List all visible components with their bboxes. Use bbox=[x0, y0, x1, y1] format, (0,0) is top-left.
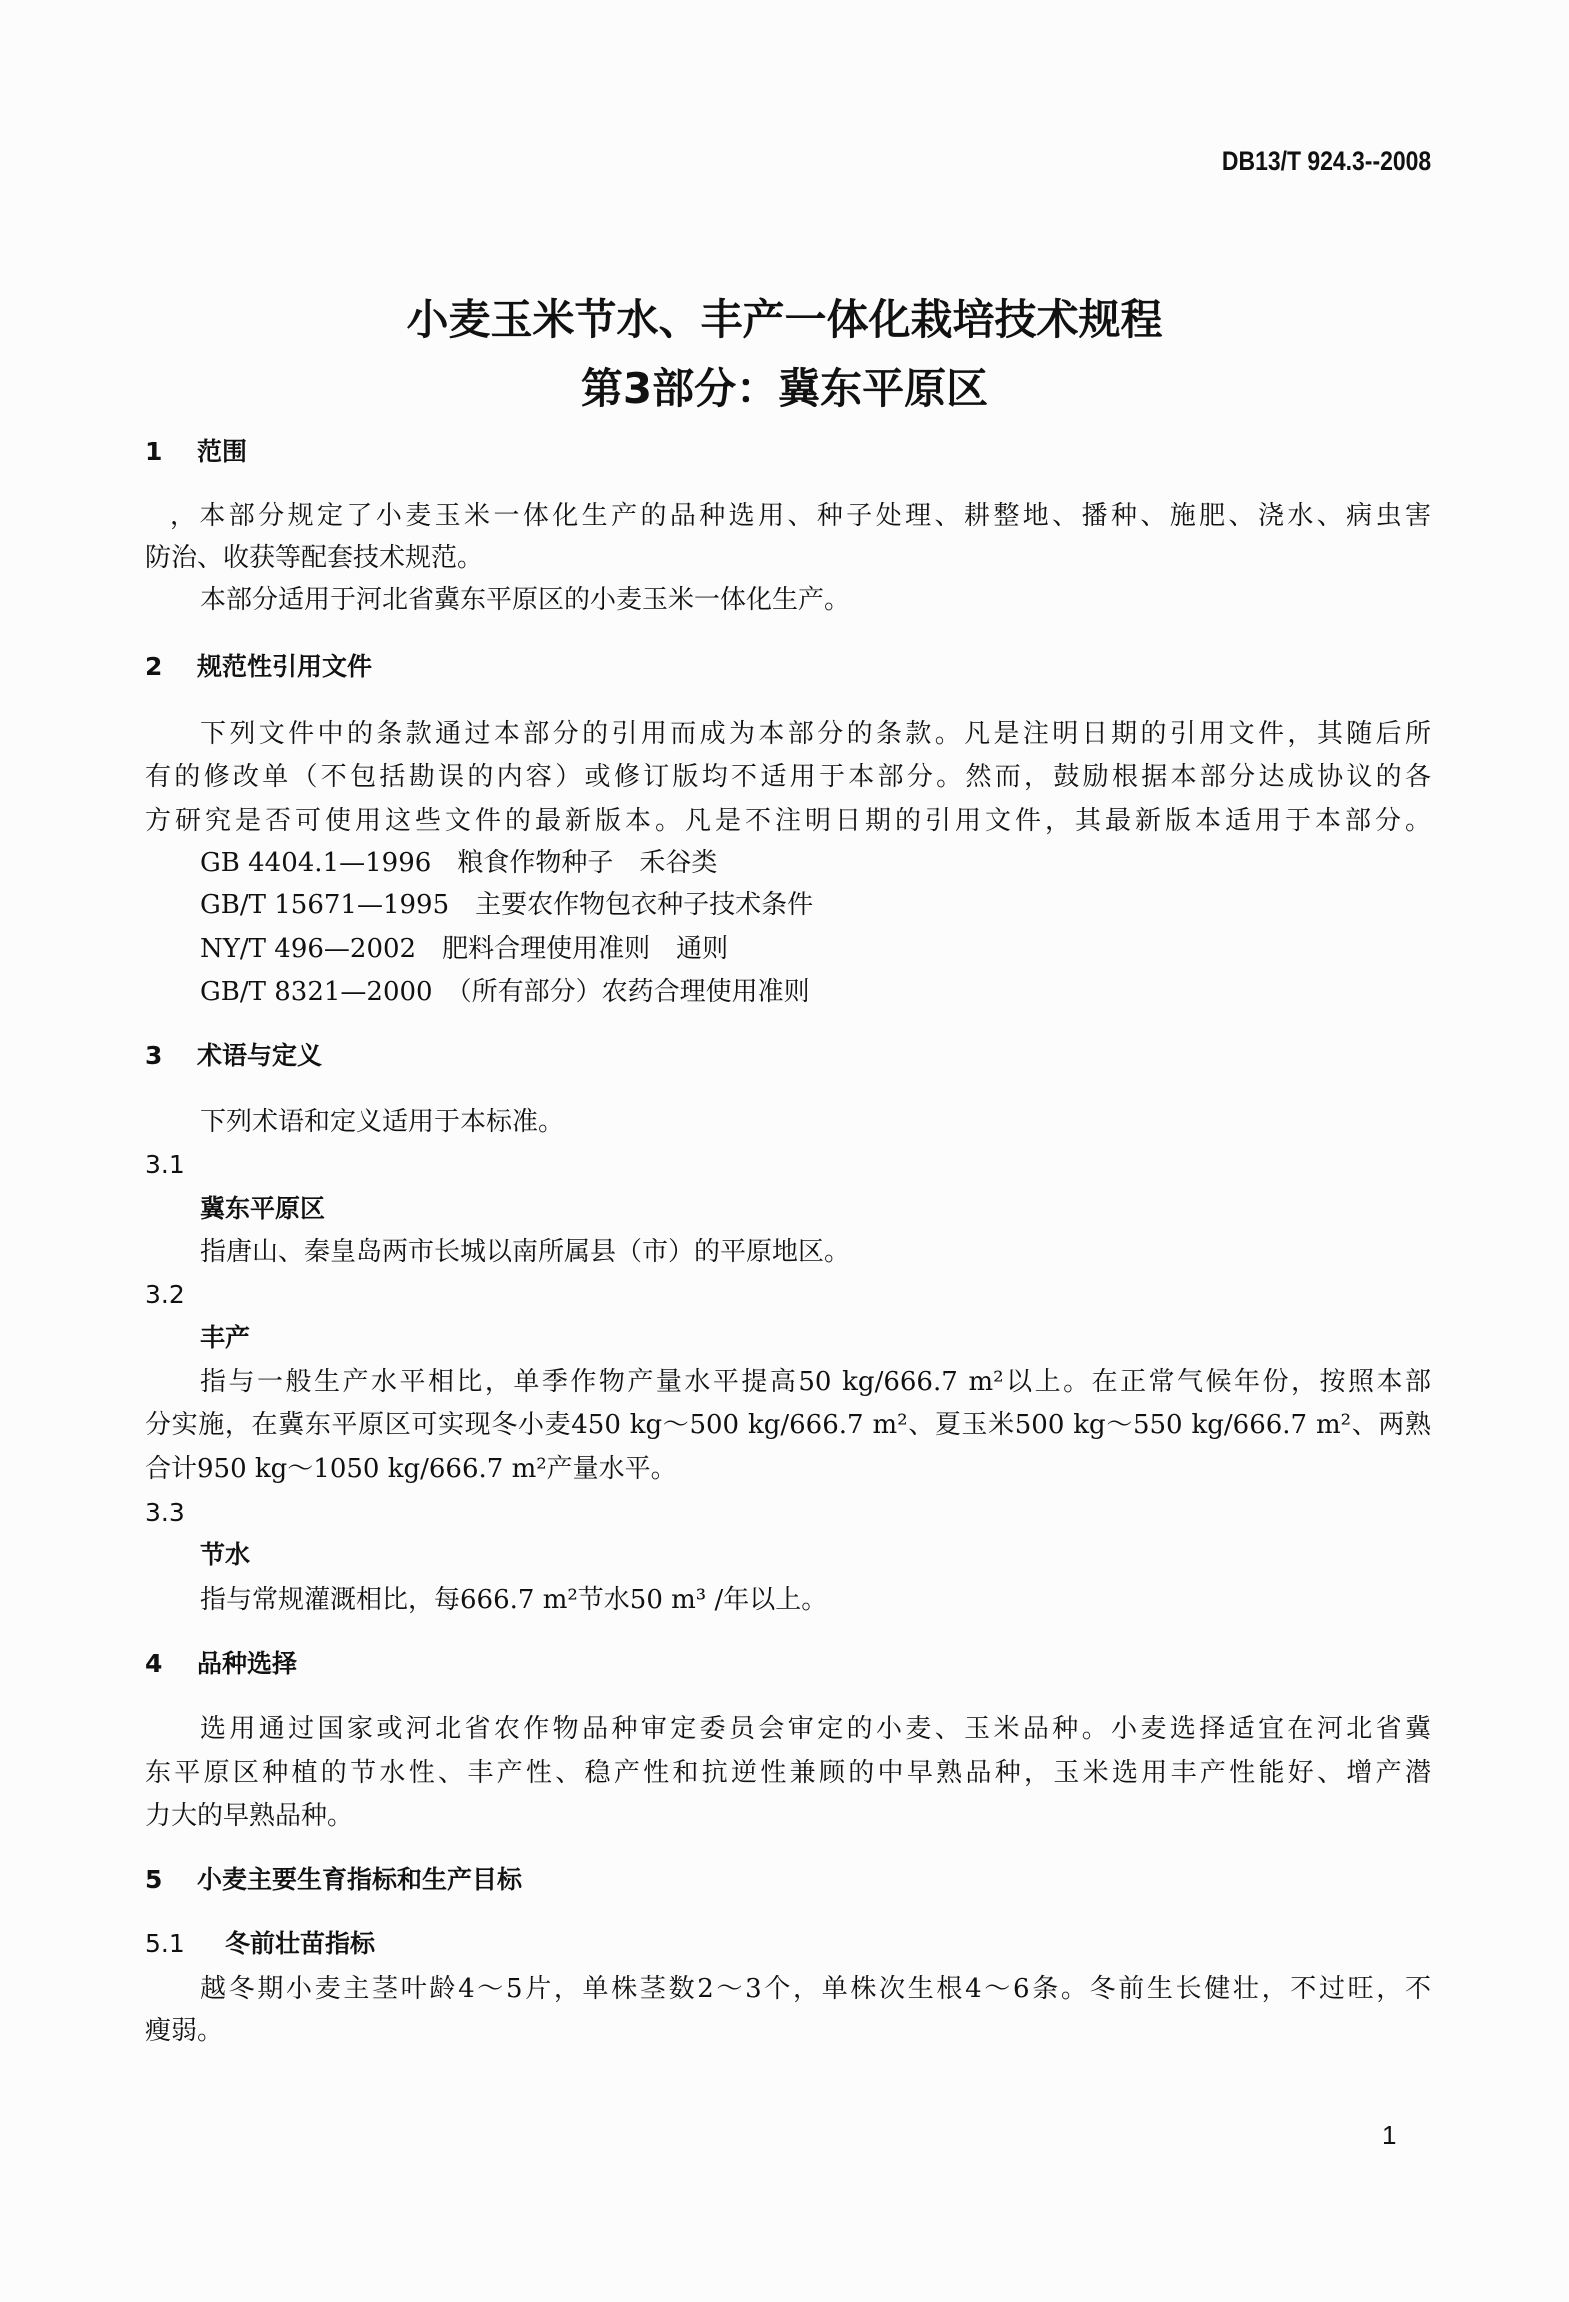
paragraph-line: 本部分适用于河北省冀东平原区的小麦玉米一体化生产。 bbox=[200, 585, 851, 615]
paragraph-line: 瘦弱。 bbox=[145, 2016, 224, 2046]
paragraph-line: 防治、收获等配套技术规范。 bbox=[145, 543, 484, 573]
term-name: 丰产 bbox=[200, 1323, 251, 1352]
reference-item: GB/T 15671—1995 主要农作物包衣种子技术条件 bbox=[200, 890, 814, 920]
term-number: 3.3 bbox=[145, 1498, 185, 1527]
term-name: 节水 bbox=[200, 1540, 251, 1569]
term-definition: 指与一般生产水平相比，单季作物产量水平提高50 kg/666.7 m²以上。在正常气候年份，按照本部 bbox=[200, 1367, 1431, 1397]
term-definition: 合计950 kg～1050 kg/666.7 m²产量水平。 bbox=[145, 1454, 677, 1484]
subsection-heading-5-1: 5.1 冬前壮苗指标 bbox=[145, 1929, 376, 1958]
term-number: 3.2 bbox=[145, 1280, 185, 1309]
term-definition: 指唐山、秦皇岛两市长城以南所属县（市）的平原地区。 bbox=[200, 1237, 851, 1267]
section-heading-4: 4 品种选择 bbox=[145, 1649, 298, 1678]
paragraph-line: ，本部分规定了小麦玉米一体化生产的品种选用、种子处理、耕整地、播种、施肥、浇水、病虫害 bbox=[170, 501, 1431, 531]
paragraph-line: 下列术语和定义适用于本标准。 bbox=[200, 1107, 565, 1137]
section-heading-1: 1 范围 bbox=[145, 437, 248, 466]
paragraph-line: 有的修改单（不包括勘误的内容）或修订版均不适用于本部分。然而，鼓励根据本部分达成协议的各 bbox=[145, 762, 1431, 792]
paragraph-line: 越冬期小麦主茎叶龄4～5片，单株茎数2～3个，单株次生根4～6条。冬前生长健壮，不过旺，不 bbox=[200, 1974, 1431, 2004]
document-subtitle: 第3部分：冀东平原区 bbox=[580, 364, 989, 413]
paragraph-line: 下列文件中的条款通过本部分的引用而成为本部分的条款。凡是注明日期的引用文件，其随后所 bbox=[200, 719, 1431, 749]
section-heading-5: 5 小麦主要生育指标和生产目标 bbox=[145, 1865, 523, 1894]
paragraph-line: 东平原区种植的节水性、丰产性、稳产性和抗逆性兼顾的中早熟品种，玉米选用丰产性能好、增产潜 bbox=[145, 1758, 1431, 1788]
reference-item: GB/T 8321—2000 （所有部分）农药合理使用准则 bbox=[200, 977, 810, 1007]
section-heading-2: 2 规范性引用文件 bbox=[145, 652, 373, 681]
standard-number: DB13/T 924.3--2008 bbox=[1221, 146, 1431, 176]
paragraph-line: 选用通过国家或河北省农作物品种审定委员会审定的小麦、玉米品种。小麦选择适宜在河北省冀 bbox=[200, 1714, 1431, 1744]
page-number: 1 bbox=[1382, 2120, 1397, 2150]
reference-item: GB 4404.1—1996 粮食作物种子 禾谷类 bbox=[200, 848, 718, 878]
term-number: 3.1 bbox=[145, 1150, 185, 1179]
paragraph-line: 力大的早熟品种。 bbox=[145, 1801, 354, 1831]
term-definition: 分实施，在冀东平原区可实现冬小麦450 kg～500 kg/666.7 m²、夏玉米500 kg～550 kg/666.7 m²、两熟 bbox=[145, 1410, 1431, 1440]
section-heading-3: 3 术语与定义 bbox=[145, 1041, 323, 1070]
document-title: 小麦玉米节水、丰产一体化栽培技术规程 bbox=[406, 295, 1163, 344]
term-definition: 指与常规灌溉相比，每666.7 m²节水50 m³ /年以上。 bbox=[200, 1585, 828, 1615]
term-name: 冀东平原区 bbox=[200, 1194, 326, 1223]
reference-item: NY/T 496—2002 肥料合理使用准则 通则 bbox=[200, 934, 729, 964]
paragraph-line: 方研究是否可使用这些文件的最新版本。凡是不注明日期的引用文件，其最新版本适用于本部分。 bbox=[145, 806, 1431, 836]
